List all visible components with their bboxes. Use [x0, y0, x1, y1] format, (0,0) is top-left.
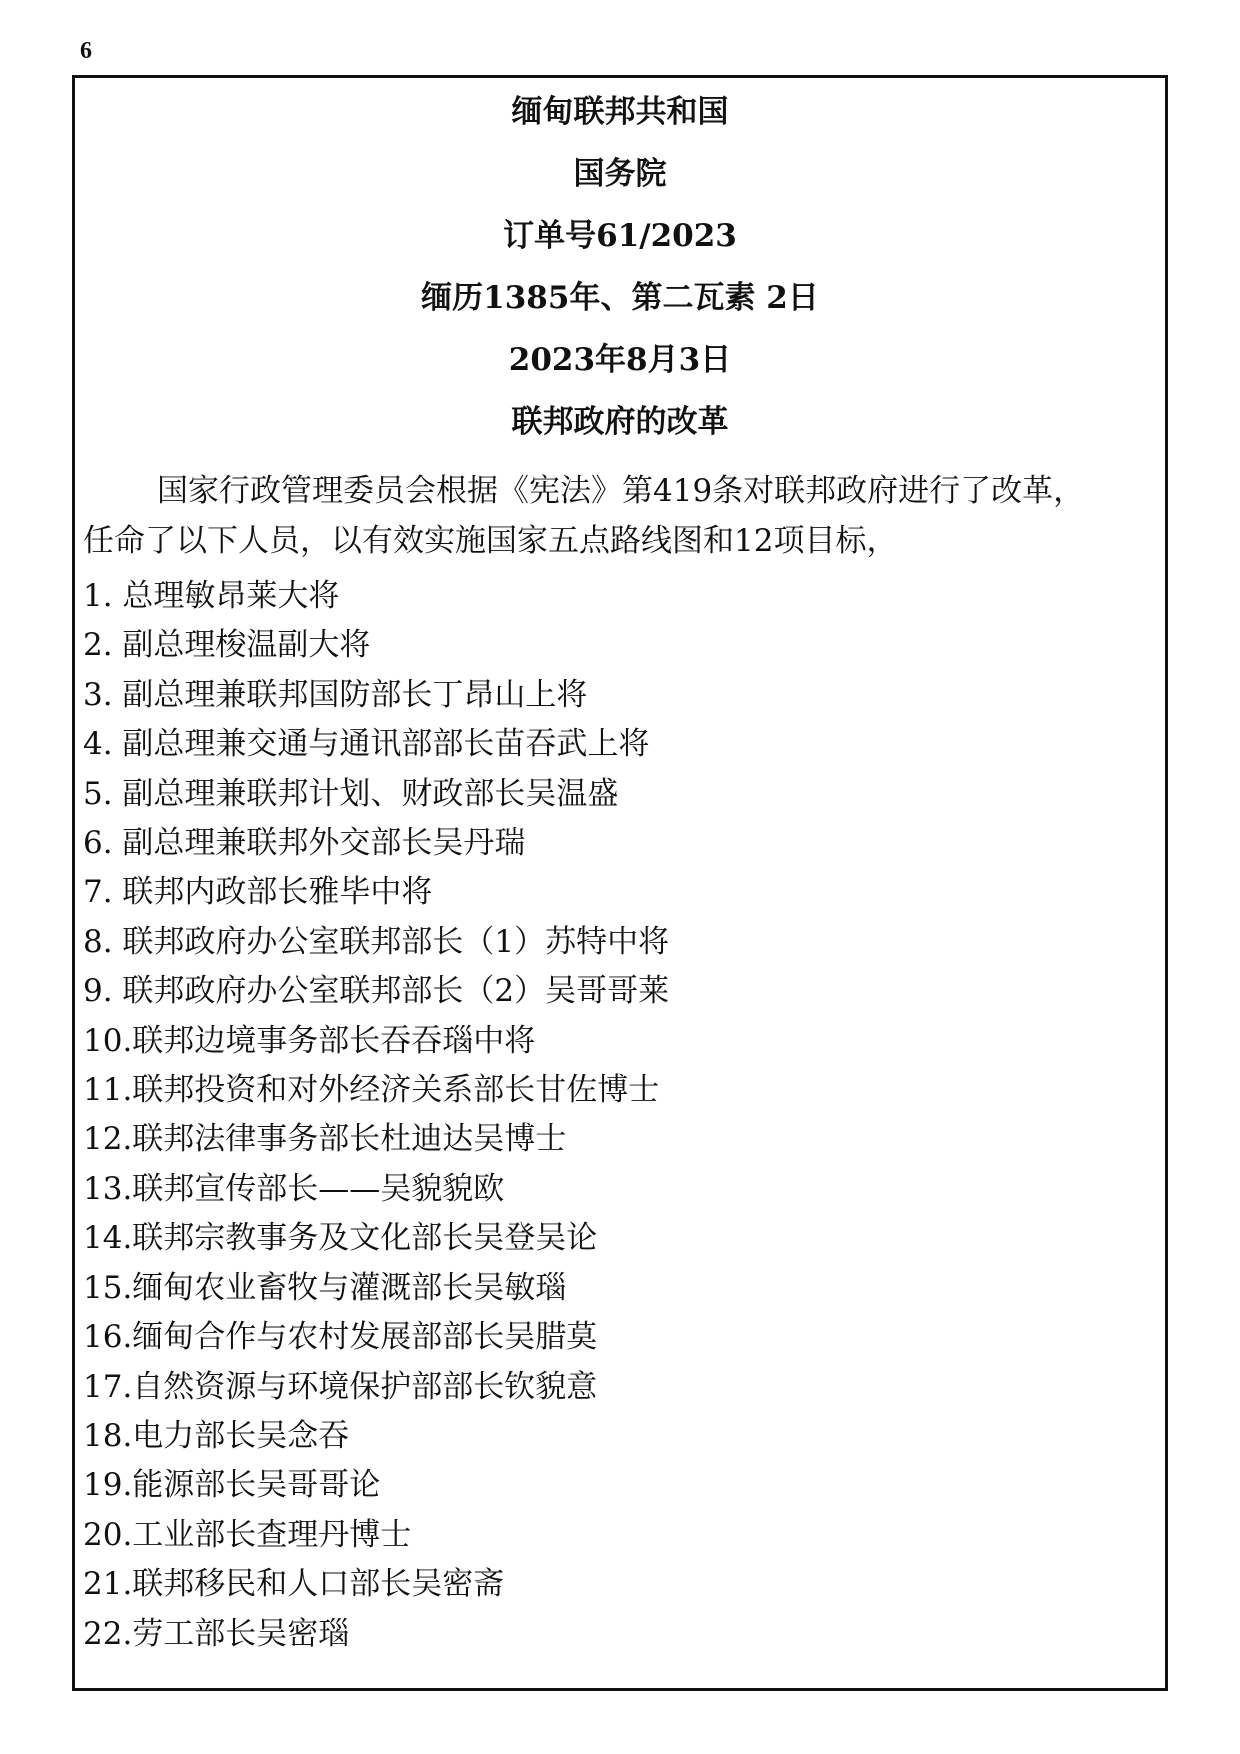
list-item: 4. 副总理兼交通与通讯部部长苗吞武上将 — [83, 726, 650, 763]
list-item: 19.能源部长吴哥哥论 — [83, 1467, 381, 1504]
list-item: 9. 联邦政府办公室联邦部长（2）吴哥哥莱 — [83, 973, 670, 1010]
heading-order-number: 订单号61/2023 — [503, 218, 737, 254]
list-item: 14.联邦宗教事务及文化部长吴登吴论 — [83, 1220, 598, 1257]
list-item: 12.联邦法律事务部长杜迪达吴博士 — [83, 1121, 567, 1158]
intro-line-1: 国家行政管理委员会根据《宪法》第419条对联邦政府进行了改革， — [157, 473, 1085, 509]
heading-title: 联邦政府的改革 — [511, 404, 729, 440]
list-item: 17.自然资源与环境保护部部长钦貌意 — [83, 1368, 598, 1405]
list-item: 11.联邦投资和对外经济关系部长甘佐博士 — [83, 1072, 660, 1109]
document-frame — [72, 75, 1168, 1691]
list-item: 15.缅甸农业畜牧与灌溉部长吴敏瑙 — [83, 1269, 567, 1306]
page-number: 6 — [80, 38, 92, 64]
heading-myanmar-date: 缅历1385年、第二瓦素 2日 — [421, 280, 819, 316]
list-item: 8. 联邦政府办公室联邦部长（1）苏特中将 — [83, 923, 670, 960]
heading-country: 缅甸联邦共和国 — [511, 94, 729, 130]
list-item: 5. 副总理兼联邦计划、财政部长吴温盛 — [83, 775, 619, 812]
list-item: 10.联邦边境事务部长吞吞瑙中将 — [83, 1022, 536, 1059]
list-item: 7. 联邦内政部长雅毕中将 — [83, 874, 433, 911]
list-item: 21.联邦移民和人口部长吴密斋 — [83, 1566, 505, 1603]
list-item: 16.缅甸合作与农村发展部部长吴腊莫 — [83, 1319, 598, 1356]
appointment-list — [83, 572, 669, 1659]
intro-line-2: 任命了以下人员，以有效实施国家五点路线图和12项目标， — [83, 523, 898, 559]
list-item: 22.劳工部长吴密瑙 — [83, 1615, 350, 1652]
list-item: 13.联邦宣传部长——吴貌貌欧 — [83, 1170, 505, 1207]
heading-council: 国务院 — [573, 156, 667, 192]
list-item: 18.电力部长吴念吞 — [83, 1417, 350, 1454]
list-item: 2. 副总理梭温副大将 — [83, 627, 371, 664]
list-item: 1. 总理敏昂莱大将 — [83, 578, 340, 614]
intro-paragraph — [83, 466, 1163, 566]
heading-date: 2023年8月3日 — [508, 342, 732, 378]
list-item: 20.工业部长查理丹博士 — [83, 1516, 412, 1553]
list-item: 6. 副总理兼联邦外交部长吴丹瑞 — [83, 825, 526, 862]
list-item: 3. 副总理兼联邦国防部长丁昂山上将 — [83, 676, 588, 713]
